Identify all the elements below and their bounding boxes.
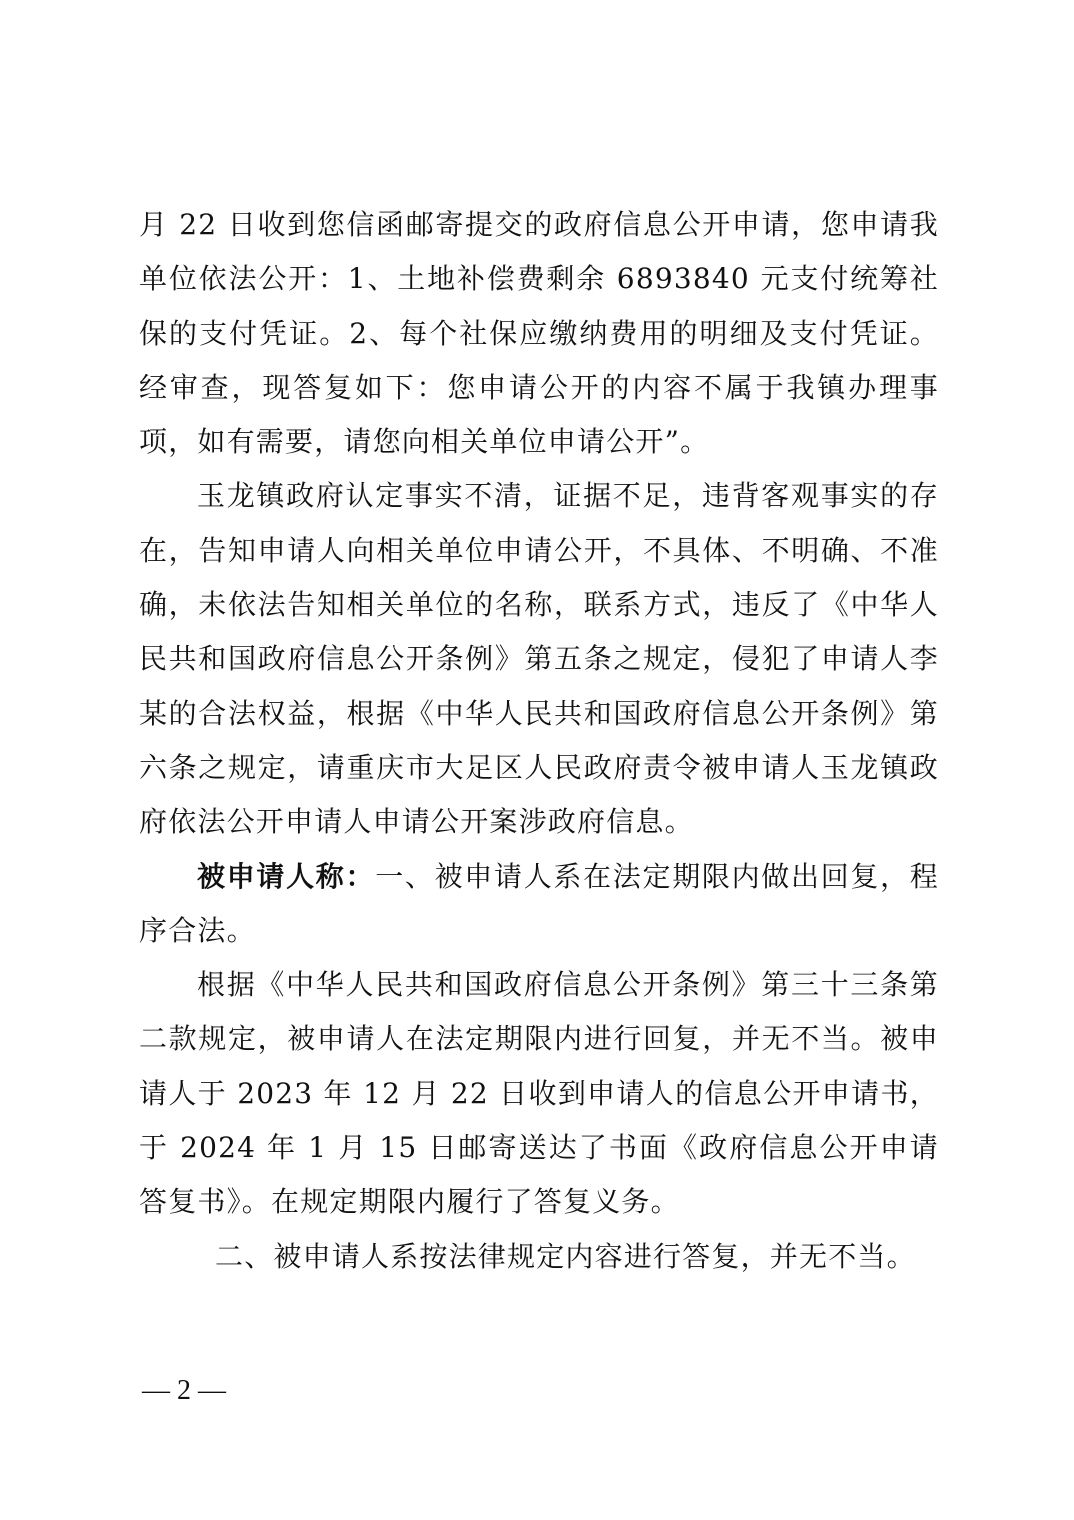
paragraph-text: 月 22 日收到您信函邮寄提交的政府信息公开申请，您申请我单位依法公开：1、土地补偿费剩余 6893840 元支付统筹社保的支付凭证。2、每个社保应缴纳费用的明细及支付凭证。经审查，现答复如下：您申请公开的内容不属于我镇办理事项，如有需要，请您向相关单位申请公开”。 [139,208,939,459]
paragraph-second-point [139,1230,939,1284]
paragraph-text: 根据《中华人民共和国政府信息公开条例》第三十三条第二款规定，被申请人在法定期限内进行回复，并无不当。被申请人于 2023 年 12 月 22 日收到申请人的信息公开申请书，于 2024 年 1 月 15 日邮寄送达了书面《政府信息公开申请答复书》。在规定期限内履行了答复义务。 [139,968,939,1219]
paragraph-respondent-statement [139,850,939,959]
paragraph-text: 玉龙镇政府认定事实不清，证据不足，违背客观事实的存在，告知申请人向相关单位申请公开，不具体、不明确、不准确，未依法告知相关单位的名称，联系方式，违反了《中华人民共和国政府信息公开条例》第五条之规定，侵犯了申请人李某的合法权益，根据《中华人民共和国政府信息公开条例》第六条之规定，请重庆市大足区人民政府责令被申请人玉龙镇政府依法公开申请人申请公开案涉政府信息。 [139,479,939,839]
paragraph-continued-request [139,198,939,469]
paragraph-text: 二、被申请人系按法律规定内容进行答复，并无不当。 [215,1239,916,1273]
page-number: — 2 — [142,1375,226,1406]
paragraph-text: 一、被申请人系在法定期限内做出回复，程序合法。 [139,859,939,947]
paragraph-applicant-claim [139,469,939,849]
document-body [139,198,939,1284]
respondent-lead: 被申请人称： [197,859,376,893]
paragraph-legal-basis [139,958,939,1229]
